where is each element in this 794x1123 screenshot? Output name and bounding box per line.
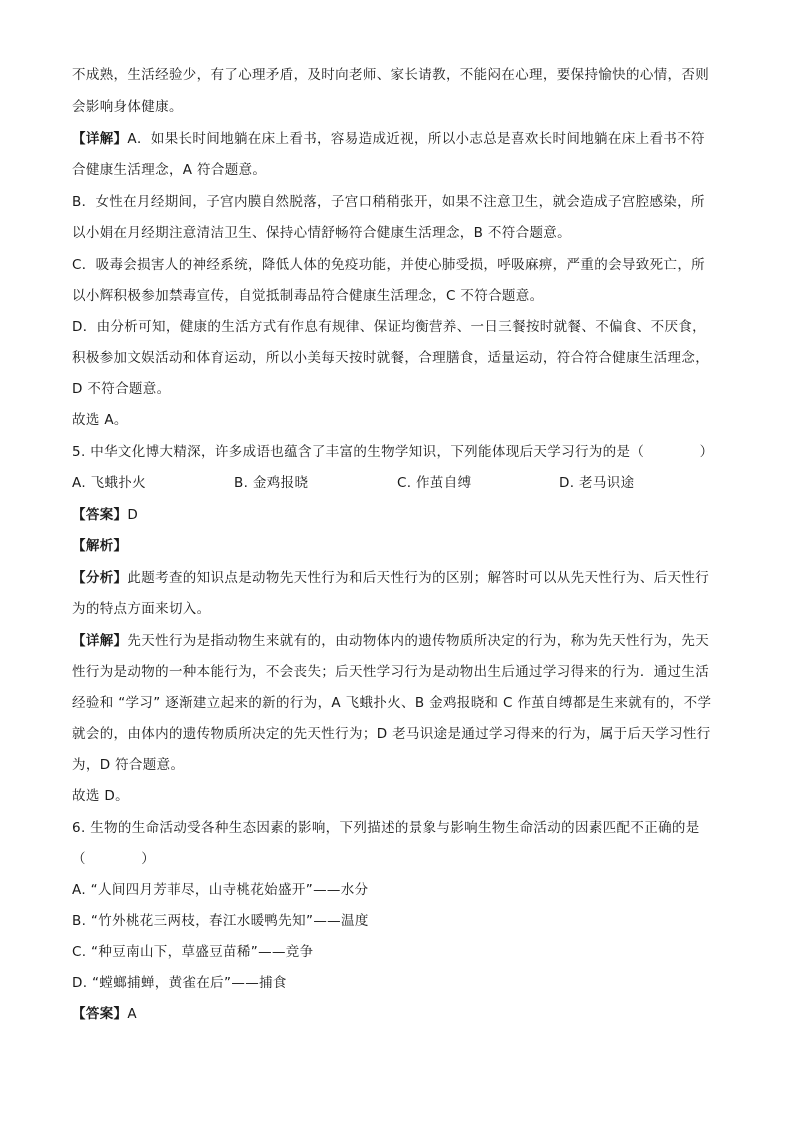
q4-detail-a-line-1: [72, 130, 705, 148]
detail-tag: 【详解】: [72, 633, 128, 649]
q6-stem-line-1: 6. 生物的生命活动受各种生态因素的影响，下列描述的景象与影响生物生命活动的因素匹配不正确的是: [72, 820, 700, 836]
q5-detail-line-3: 经验和 “学习” 逐渐建立起来的新的行为，A 飞蛾扑火、B 金鸡报晓和 C 作茧自缚都是生来就有的，不学: [72, 695, 712, 711]
fenxi-text: 此题考查的知识点是动物先天性行为和后天性行为的区别；解答时可以从先天性行为、后天性行: [127, 570, 710, 586]
q4-detail-d-line-2: 积极参加文娱活动和体育运动，所以小美每天按时就餐，合理膳食，适量运动，符合符合健康生活理念，: [72, 350, 710, 366]
answer-tag: 【答案】: [72, 507, 128, 523]
q5-option-d: D. 老马识途: [559, 475, 635, 491]
q4-detail-c-line-1: C．吸毒会损害人的神经系统，降低人体的免疫功能，并使心肺受损，呼吸麻痹，严重的会导致死亡，所: [72, 257, 706, 273]
q5-option-b: B. 金鸡报晓: [234, 475, 309, 491]
detail-tag: 【详解】: [72, 131, 128, 147]
detail-text: 先天性行为是指动物生来就有的，由动物体内的遗传物质所决定的行为，称为先天性行为，先天: [127, 633, 710, 649]
q5-fenxi-line-2: 为的特点方面来切入。: [72, 601, 211, 617]
q5-analysis-tag: [72, 537, 127, 555]
q5-stem: 5. 中华文化博大精深，许多成语也蕴含了丰富的生物学知识，下列能体现后天学习行为的是（ ）: [72, 444, 714, 460]
q5-detail-line-1: [72, 632, 709, 650]
answer-tag: 【答案】: [72, 1006, 128, 1022]
answer-value: D: [127, 507, 139, 523]
q5-detail-line-5: 为，D 符合题意。: [72, 757, 185, 773]
q4-detail-b-line-2: 以小娟在月经期注意清洁卫生、保持心情舒畅符合健康生活理念，B 不符合题意。: [72, 225, 572, 241]
q4-text-line-1: 不成熟，生活经验少，有了心理矛盾，及时向老师、家长请教，不能闷在心理，要保持愉快的心情，否则: [72, 67, 710, 83]
q5-fenxi-line-1: [72, 569, 709, 587]
q4-choose: 故选 A。: [72, 412, 128, 428]
q5-answer: [72, 506, 138, 524]
q6-option-d: D. “螳螂捕蝉，黄雀在后”——捕食: [72, 975, 287, 991]
q5-detail-line-2: 性行为是动物的一种本能行为，不会丧失；后天性学习行为是动物出生后通过学习得来的行为．通过生活: [72, 664, 710, 680]
q6-option-c: C. “种豆南山下，草盛豆苗稀”——竞争: [72, 944, 314, 960]
fenxi-tag: 【分析】: [72, 570, 128, 586]
q4-detail-a-line-2: 合健康生活理念，A 符合题意。: [72, 162, 267, 178]
q4-text-line-2: 会影响身体健康。: [72, 99, 183, 115]
q4-detail-b-line-1: B．女性在月经期间，子宫内膜自然脱落，子宫口稍稍张开，如果不注意卫生，就会造成子宫腔感染，所: [72, 194, 705, 210]
analysis-tag: 【解析】: [72, 538, 128, 554]
q6-option-a: A. “人间四月芳菲尽，山寺桃花始盛开”——水分: [72, 882, 369, 898]
q6-answer: [72, 1005, 137, 1023]
q5-choose: 故选 D。: [72, 788, 129, 804]
answer-value: A: [127, 1006, 137, 1022]
q4-detail-d-line-3: D 不符合题意。: [72, 381, 171, 397]
q5-option-c: C. 作茧自缚: [397, 475, 472, 491]
q6-option-b: B. “竹外桃花三两枝，春江水暖鸭先知”——温度: [72, 913, 369, 929]
q5-option-a: A. 飞蛾扑火: [72, 475, 147, 491]
q4-detail-d-line-1: D．由分析可知，健康的生活方式有作息有规律、保证均衡营养、一日三餐按时就餐、不偏食、不厌食，: [72, 319, 706, 335]
q6-stem-line-2: （ ）: [72, 851, 156, 867]
detail-text: A．如果长时间地躺在床上看书，容易造成近视，所以小志总是喜欢长时间地躺在床上看书不符: [127, 131, 705, 147]
q4-detail-c-line-2: 以小辉积极参加禁毒宣传，自觉抵制毒品符合健康生活理念，C 不符合题意。: [72, 288, 544, 304]
q5-detail-line-4: 就会的，由体内的遗传物质所决定的先天性行为；D 老马识途是通过学习得来的行为，属于后天学习性行: [72, 726, 711, 742]
